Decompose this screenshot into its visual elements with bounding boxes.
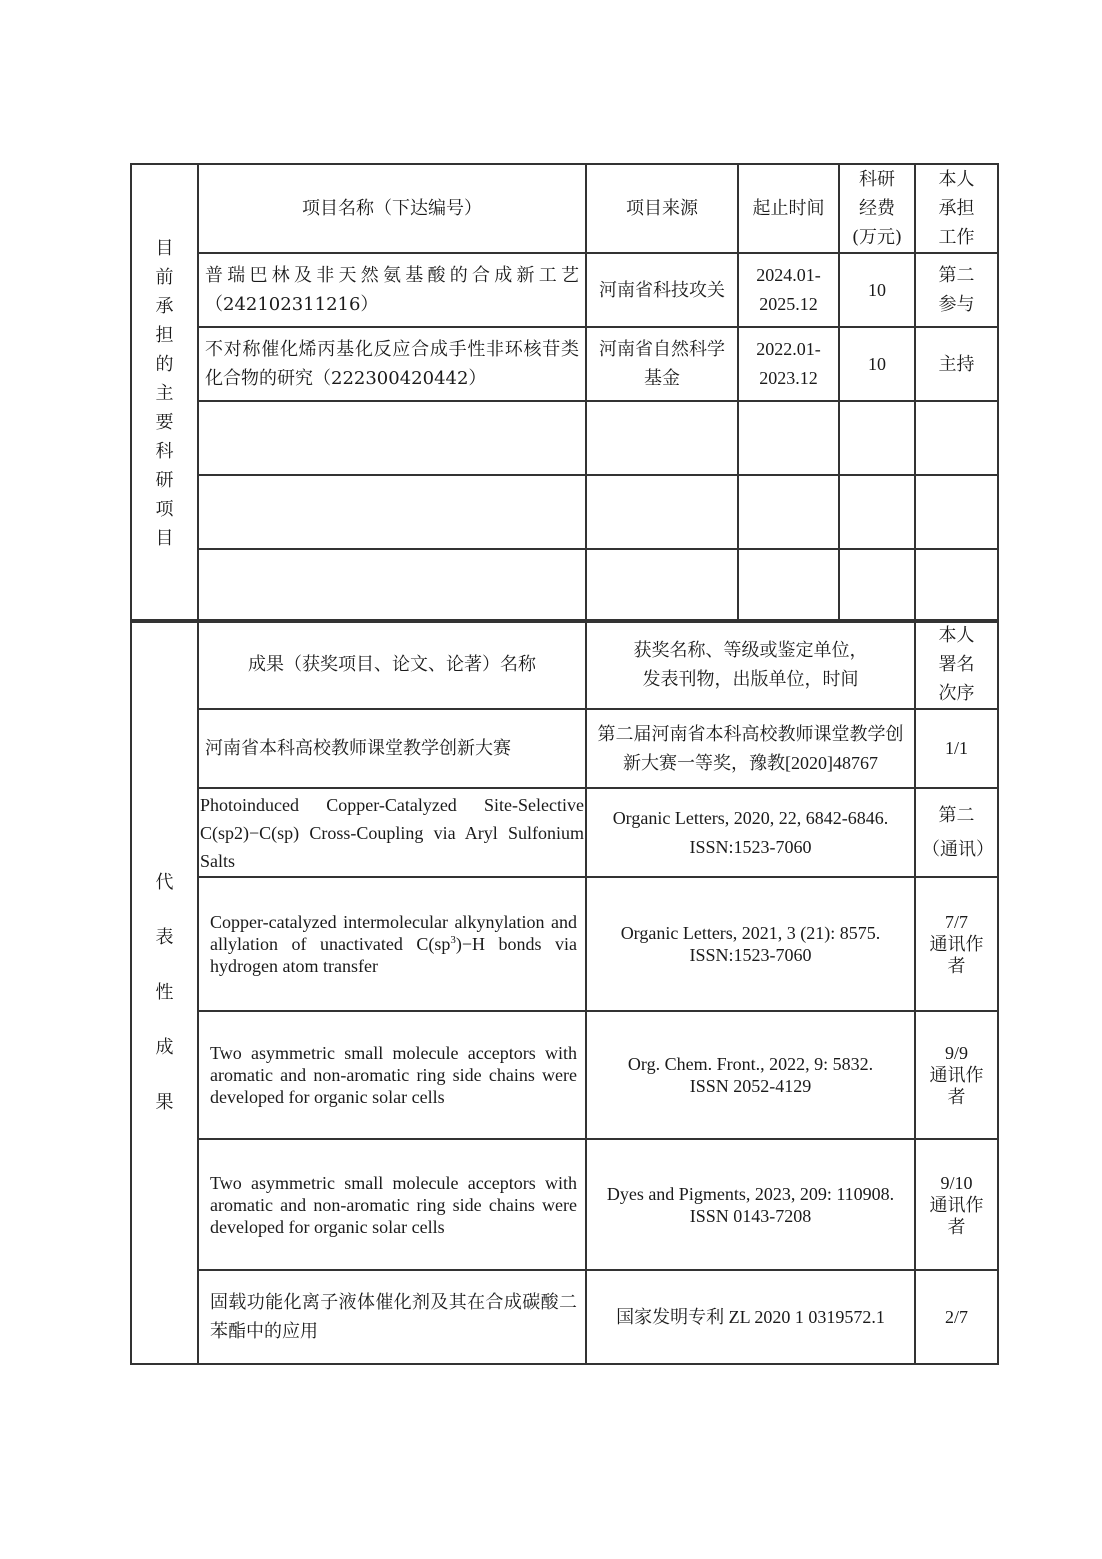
achievement-order: 7/7 通讯作者 bbox=[915, 877, 998, 1011]
achievement-name: Photoinduced Copper-Catalyzed Site-Selective C(sp2)−C(sp) Cross-Coupling via Aryl Sulfonium Salts bbox=[198, 788, 586, 877]
achievements-header-row bbox=[131, 620, 998, 709]
project-funding: 10 bbox=[839, 253, 915, 327]
achievement-name: 河南省本科高校教师课堂教学创新大赛 bbox=[198, 709, 586, 788]
achievement-venue: Organic Letters, 2021, 3 (21): 8575. ISSN:1523-7060 bbox=[586, 877, 915, 1011]
projects-section-label: 目 前 承 担 的 主 要 科 研 项 目 bbox=[131, 164, 198, 622]
header-period: 起止时间 bbox=[738, 164, 839, 253]
table-row bbox=[131, 1011, 998, 1139]
achievement-venue: 第二届河南省本科高校教师课堂教学创新大赛一等奖，豫教[2020]48767 bbox=[586, 709, 915, 788]
header-project-source: 项目来源 bbox=[586, 164, 738, 253]
table-row-empty bbox=[131, 549, 998, 622]
project-role: 第二 参与 bbox=[915, 253, 998, 327]
project-source: 河南省科技攻关 bbox=[586, 253, 738, 327]
header-author-order: 本人 署名 次序 bbox=[915, 620, 998, 709]
achievement-order: 第二 （通讯） bbox=[915, 788, 998, 877]
achievement-name: Two asymmetric small molecule acceptors with aromatic and non-aromatic ring side chains were developed for organic solar cells bbox=[198, 1139, 586, 1270]
achievement-order: 1/1 bbox=[915, 709, 998, 788]
projects-table bbox=[130, 163, 999, 623]
header-project-name: 项目名称（下达编号） bbox=[198, 164, 586, 253]
achievements-section-label: 代 表 性 成 果 bbox=[131, 620, 198, 1364]
header-achievement-name: 成果（获奖项目、论文、论著）名称 bbox=[198, 620, 586, 709]
header-funding: 科研 经费 (万元) bbox=[839, 164, 915, 253]
achievement-order: 9/10 通讯作者 bbox=[915, 1139, 998, 1270]
achievement-venue: Organic Letters, 2020, 22, 6842-6846. ISSN:1523-7060 bbox=[586, 788, 915, 877]
achievement-venue: 国家发明专利 ZL 2020 1 0319572.1 bbox=[586, 1270, 915, 1364]
table-row bbox=[131, 1270, 998, 1364]
table-row-empty bbox=[131, 401, 998, 475]
project-period: 2022.01- 2023.12 bbox=[738, 327, 839, 401]
achievement-name: Copper-catalyzed intermolecular alkynylation and allylation of unactivated $C(sp^3)-H$ bonds via hydrogen atom transfer bbox=[198, 877, 586, 1011]
projects-header-row bbox=[131, 164, 998, 253]
header-role: 本人 承担 工作 bbox=[915, 164, 998, 253]
table-row bbox=[131, 327, 998, 401]
project-name: 普瑞巴林及非天然氨基酸的合成新工艺（242102311216） bbox=[198, 253, 586, 327]
achievement-order: 2/7 bbox=[915, 1270, 998, 1364]
table-row bbox=[131, 788, 998, 877]
achievement-order: 9/9 通讯作者 bbox=[915, 1011, 998, 1139]
achievement-venue: Dyes and Pigments, 2023, 209: 110908. ISSN 0143-7208 bbox=[586, 1139, 915, 1270]
achievement-venue: Org. Chem. Front., 2022, 9: 5832. ISSN 2052-4129 bbox=[586, 1011, 915, 1139]
project-role: 主持 bbox=[915, 327, 998, 401]
table-row bbox=[131, 709, 998, 788]
achievement-name: 固载功能化离子液体催化剂及其在合成碳酸二苯酯中的应用 bbox=[198, 1270, 586, 1364]
table-row bbox=[131, 1139, 998, 1270]
achievement-name: Two asymmetric small molecule acceptors with aromatic and non-aromatic ring side chains were developed for organic solar cells bbox=[198, 1011, 586, 1139]
table-row bbox=[131, 253, 998, 327]
achievements-table bbox=[130, 619, 999, 1365]
header-venue: 获奖名称、等级或鉴定单位， 发表刊物，出版单位，时间 bbox=[586, 620, 915, 709]
project-source: 河南省自然科学 基金 bbox=[586, 327, 738, 401]
table-row-empty bbox=[131, 475, 998, 549]
project-name: 不对称催化烯丙基化反应合成手性非环核苷类化合物的研究（222300420442） bbox=[198, 327, 586, 401]
project-period: 2024.01- 2025.12 bbox=[738, 253, 839, 327]
table-row bbox=[131, 877, 998, 1011]
project-funding: 10 bbox=[839, 327, 915, 401]
